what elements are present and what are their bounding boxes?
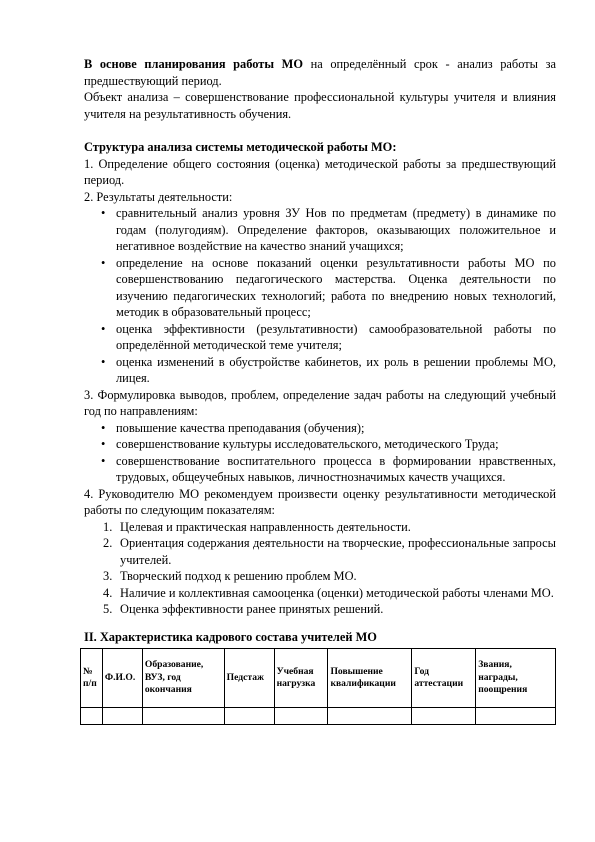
list-item bbox=[101, 420, 556, 437]
list-item bbox=[103, 601, 556, 618]
intro-lead-rest: на определённый срок - анализ работы за предшествующий период. bbox=[84, 57, 556, 88]
list-item-text: Творческий подход к решению проблем МО. bbox=[120, 569, 357, 583]
bullet-icon: • bbox=[101, 206, 106, 220]
list-item-text: Целевая и практическая направленность деятельности. bbox=[120, 519, 411, 534]
list-item bbox=[103, 519, 556, 536]
document-page bbox=[84, 56, 556, 725]
column-header-education: Образование, ВУЗ, год окончания bbox=[142, 649, 224, 708]
list-item bbox=[103, 568, 556, 585]
list-item bbox=[101, 436, 556, 453]
list-item-text: Оценка эффективности ранее принятых решений. bbox=[120, 602, 384, 616]
list-number: 4. bbox=[103, 585, 113, 600]
intro-lead-bold: В основе планирования работы МО bbox=[84, 57, 303, 71]
column-header-experience: Педстаж bbox=[224, 649, 274, 708]
list-item-text: оценка эффективности (результативности) самообразовательной работы по определённой методической теме учителя; bbox=[116, 321, 556, 352]
table-cell bbox=[224, 708, 274, 725]
table-cell bbox=[142, 708, 224, 725]
staff-table bbox=[80, 648, 556, 725]
table-cell bbox=[81, 708, 103, 725]
item2-bullet-list bbox=[84, 205, 556, 387]
bullet-icon: • bbox=[101, 321, 106, 336]
bullet-icon: • bbox=[101, 255, 106, 270]
list-item bbox=[103, 585, 556, 602]
list-item-text: совершенствование воспитательного процесса в формировании нравственных, трудовых, общеучебных навыков, личностнозначимых качеств учащихся. bbox=[116, 453, 556, 484]
list-number: 5. bbox=[103, 602, 113, 616]
table-title: II. Характеристика кадрового состава учителей МО bbox=[84, 629, 377, 644]
list-item-text: совершенствование культуры исследовательского, методического Труда; bbox=[116, 437, 499, 451]
structure-item-3: 3. Формулировка выводов, проблем, определение задач работы на следующий учебный год по направлениям: bbox=[84, 387, 556, 418]
table-row bbox=[81, 708, 556, 725]
list-number: 2. bbox=[103, 536, 113, 550]
table-cell bbox=[476, 708, 556, 725]
table-header-row bbox=[81, 649, 556, 708]
list-item bbox=[101, 321, 556, 354]
list-item-text: повышение качества преподавания (обучения); bbox=[116, 420, 365, 435]
structure-item-4: 4. Руководителю МО рекомендуем произвести оценку результативности методической работы по следующим показателям: bbox=[84, 486, 556, 517]
list-item-text: сравнительный анализ уровня ЗУ Нов по предметам (предмету) в динамике по годам (полугодиям). Определение факторов, оказывающих положительное и негативное воздействие на качество знаний учащихся; bbox=[116, 206, 556, 253]
table-cell bbox=[328, 708, 412, 725]
structure-item-2: 2. Результаты деятельности: bbox=[84, 189, 233, 204]
list-item-text: определение на основе показаний оценки результативности работы МО по совершенствованию педагогического мастерства. Оценка деятельности по изучению педагогических технологий; работа по внедрению новых технологий, методик в образовательный процесс; bbox=[116, 255, 556, 319]
column-header-awards: Звания, награды, поощрения bbox=[476, 649, 556, 708]
bullet-icon: • bbox=[101, 453, 106, 468]
bullet-icon: • bbox=[101, 437, 106, 451]
object-paragraph: Объект анализа – совершенствование профессиональной культуры учителя и влияния учителя на результативность обучения. bbox=[84, 90, 556, 121]
table-cell bbox=[102, 708, 142, 725]
intro-paragraph bbox=[84, 56, 556, 89]
list-number: 1. bbox=[103, 519, 113, 534]
list-number: 3. bbox=[103, 569, 113, 583]
bullet-icon: • bbox=[101, 354, 106, 369]
bullet-icon: • bbox=[101, 420, 106, 435]
list-item bbox=[103, 535, 556, 568]
column-header-qualification: Повышение квалификации bbox=[328, 649, 412, 708]
list-item-text: Наличие и коллективная самооценка (оценки) методической работы членами МО. bbox=[120, 585, 554, 600]
table-cell bbox=[274, 708, 328, 725]
column-header-attestation-year: Год аттестации bbox=[412, 649, 476, 708]
list-item bbox=[101, 453, 556, 486]
table-cell bbox=[412, 708, 476, 725]
list-item-text: оценка изменений в обустройстве кабинетов, их роль в решении проблемы МО, лицея. bbox=[116, 354, 556, 385]
item4-numbered-list bbox=[84, 519, 556, 618]
column-header-workload: Учебная нагрузка bbox=[274, 649, 328, 708]
structure-item-1: 1. Определение общего состояния (оценка) методической работы за предшествующий период. bbox=[84, 156, 556, 187]
list-item bbox=[101, 205, 556, 255]
list-item-text: Ориентация содержания деятельности на творческие, профессиональные запросы учителей. bbox=[120, 536, 556, 567]
column-header-name: Ф.И.О. bbox=[102, 649, 142, 708]
structure-heading: Структура анализа системы методической работы МО: bbox=[84, 140, 397, 154]
column-header-number: № п/п bbox=[81, 649, 103, 708]
list-item bbox=[101, 354, 556, 387]
spacer bbox=[84, 122, 556, 139]
list-item bbox=[101, 255, 556, 321]
item3-bullet-list bbox=[84, 420, 556, 486]
spacer bbox=[84, 618, 556, 629]
